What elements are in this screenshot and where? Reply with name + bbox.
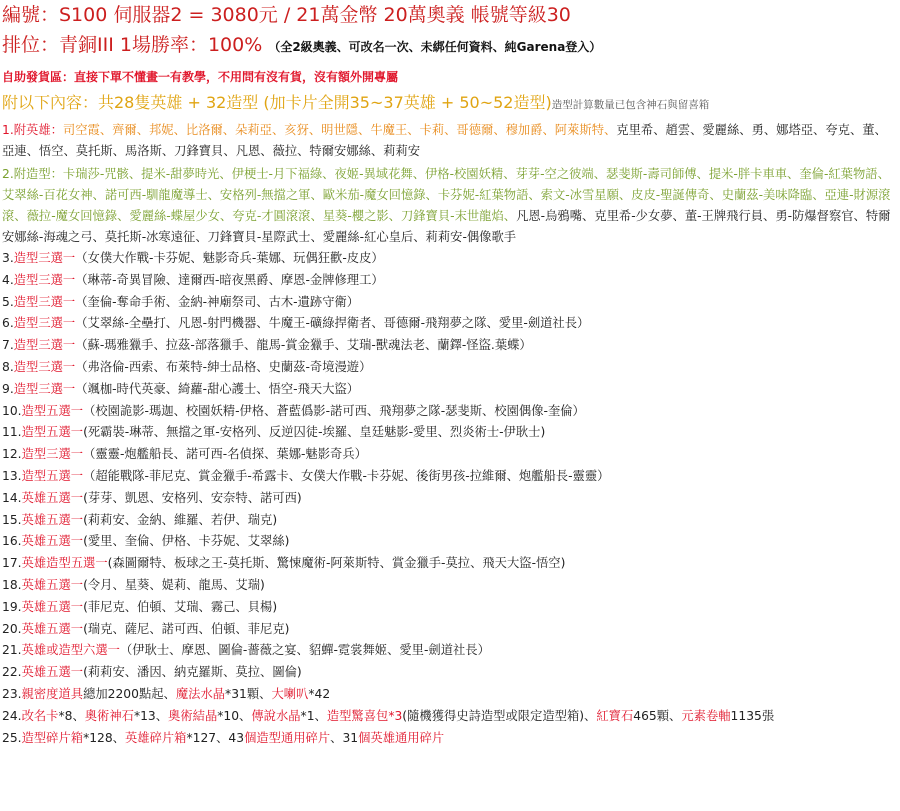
rank-text: 排位：青銅III 1場勝率：100% — [2, 34, 263, 56]
skins-list: 凡恩-烏鴉嘴、克里希-少女夢、董-王牌飛行員、勇-防爆督察官、特爾安娜絲-海魂之弓、莫托斯-冰寒遠征、刀鋒寶貝-星際武士、愛麗絲-紅心皇后、莉莉安-偶像歌手 — [2, 209, 891, 244]
item-tag: 奧術結晶 — [168, 708, 218, 723]
item-tag: 英雄五選一 — [21, 512, 84, 527]
item-text: (森圖爾特、板球之王-莫托斯、驚悚魔術-阿萊斯特、賞金獵手-莫拉、飛天大盜-悟空) — [107, 556, 566, 571]
item-tag: 造型三選一 — [13, 251, 76, 265]
item-text: (隨機獲得史詩造型或限定造型箱)、 — [402, 708, 597, 723]
item-tag: 改名卡 — [21, 708, 59, 723]
item-tag: 傳說水晶 — [251, 708, 301, 723]
item-text: *8、 — [58, 708, 85, 723]
item-number: 5. — [2, 294, 14, 309]
item-tag: 奧術神石 — [84, 708, 134, 723]
item-text: 1135張 — [730, 708, 775, 723]
item-tag: 造型驚喜包*3 — [326, 708, 403, 723]
item-text: (瑞克、薩尼、諾可西、伯頓、菲尼克) — [83, 621, 290, 636]
option-item — [2, 597, 898, 619]
item-number: 4. — [2, 272, 14, 287]
item-text: （靈靈-炮艦船長、諾可西-名偵探、葉娜-魅影奇兵） — [83, 447, 367, 462]
option-item — [2, 640, 898, 662]
item-tag: 英雄五選一 — [21, 599, 84, 614]
item-tag: 造型三選一 — [13, 272, 76, 287]
option-item — [2, 292, 898, 314]
item-number: 3. — [2, 251, 14, 265]
rank-line — [2, 30, 898, 62]
item-text: （琳蒂-奇異冒險、達爾西-暗夜黑爵、摩恩-金牌修理工） — [75, 272, 384, 287]
contents-heading — [2, 90, 898, 118]
item-number: 9. — [2, 381, 14, 396]
item-text: (令月、星葵、媞莉、龍馬、艾瑞) — [83, 577, 265, 592]
item-number: 17. — [2, 556, 22, 571]
contents-title: 附以下內容：共28隻英雄 + 32造型 (加卡片全開35~37英雄 + 50~52造型) — [2, 93, 552, 112]
item-number: 22. — [2, 665, 22, 680]
item-tag: 造型五選一 — [21, 468, 84, 483]
item-tag: 造型三選一 — [13, 294, 76, 309]
item-tag: 英雄五選一 — [21, 577, 84, 592]
heroes-highlight: 司空霞、齊爾、邦妮、比洛爾、朵莉亞、亥犽、明世隱、牛魔王、卡莉、哥德爾、穆加爵、阿萊斯特、 — [62, 123, 617, 137]
item-tag: 英雄五選一 — [21, 534, 84, 549]
item-text: *13、 — [133, 708, 169, 723]
option-item — [2, 619, 898, 641]
item-tag: 紅寶石 — [596, 708, 634, 723]
option-item — [2, 379, 898, 401]
option-item — [2, 531, 898, 553]
option-item — [2, 466, 898, 488]
options-list — [2, 248, 898, 684]
item-number: 8. — [2, 359, 14, 374]
item-tag: 造型五選一 — [21, 425, 84, 440]
option-item — [2, 444, 898, 466]
item-text: *42 — [308, 686, 331, 701]
item-text: (死霸裝-琳蒂、無擋之軍-安格列、反逆囚徒-埃羅、皇廷魅影-愛里、烈炎術士-伊耿士) — [83, 425, 546, 440]
option-item — [2, 662, 898, 684]
item-tag: 魔法水晶 — [175, 686, 226, 701]
item-text: (莉莉安、金納、維羅、若伊、瑞克) — [83, 512, 278, 527]
option-item — [2, 422, 898, 444]
item-number: 20. — [2, 621, 22, 636]
item-24 — [2, 706, 898, 728]
item-tag: 個造型通用碎片 — [244, 730, 331, 745]
item-text: (莉莉安、潘因、納克羅斯、莫拉、圖倫) — [83, 665, 302, 680]
item-number: 25. — [2, 730, 22, 745]
skins-label: 2.附造型： — [2, 167, 63, 181]
option-item — [2, 488, 898, 510]
item-text: （奎倫-奪命手術、金納-神廟祭司、古木-遺跡守衛） — [75, 294, 360, 309]
item-text: *127、43 — [186, 730, 245, 745]
self-service-notice: 自助發貨區：直接下單不懂畫一有教學，不用問有沒有貨，沒有額外開專屬 — [2, 70, 399, 84]
heroes-list: 克里希、趙雲、愛麗絲、勇、娜塔亞、夸克、董、亞連、悟空、莫托斯、馬洛斯、刀鋒寶貝、凡恩、薇拉、特爾安娜絲、莉莉安 — [2, 123, 887, 158]
skins-section — [2, 164, 898, 248]
item-tag: 英雄或造型六選一 — [21, 643, 120, 658]
item-tag: 造型碎片箱 — [21, 730, 84, 745]
item-tag: 個英雄通用碎片 — [358, 730, 445, 745]
item-text: （女僕大作戰-卡芬妮、魅影奇兵-葉娜、玩偶狂歡-皮皮） — [75, 251, 384, 265]
item-number: 16. — [2, 534, 22, 549]
item-tag: 造型五選一 — [21, 403, 84, 418]
item-text: （弗洛倫-西索、布萊特-紳士品格、史蘭茲-奇境漫遊） — [75, 359, 372, 374]
option-item — [2, 510, 898, 532]
item-number: 24. — [2, 708, 22, 723]
item-text: (菲尼克、伯頓、艾瑞、霧己、貝楊) — [83, 599, 278, 614]
account-id-line: 編號：S100 伺服器2 = 3080元 / 21萬金幣 20萬奧義 帳號等級30 — [2, 4, 571, 26]
option-item — [2, 357, 898, 379]
item-text: (愛里、奎倫、伊格、卡芬妮、艾翠絲) — [83, 534, 290, 549]
item-tag: 元素卷軸 — [681, 708, 731, 723]
item-number: 19. — [2, 599, 22, 614]
item-25 — [2, 728, 898, 750]
item-text: *1、 — [300, 708, 327, 723]
item-tag: 英雄造型五選一 — [21, 556, 108, 571]
item-text: （颯枷-時代英豪、綺蘿-甜心護士、悟空-飛天大盜） — [75, 381, 360, 396]
item-tag: 英雄五選一 — [21, 490, 84, 505]
rank-note: （全2級奧義、可改名一次、未綁任何資料、純Garena登入） — [268, 40, 602, 54]
item-number: 13. — [2, 468, 22, 483]
item-tag: 造型三選一 — [13, 316, 76, 331]
item-text: *31顆、 — [225, 686, 272, 701]
option-item — [2, 575, 898, 597]
item-tag: 造型三選一 — [13, 359, 76, 374]
item-number: 6. — [2, 316, 14, 331]
item-text: (芽芽、凱恩、安格列、安奈特、諾可西) — [83, 490, 302, 505]
item-tag: 造型三選一 — [21, 447, 84, 462]
contents-note: 造型計算數量已包含神石與留喜箱 — [551, 99, 710, 111]
item-tag: 親密度道具 — [21, 686, 84, 701]
item-text: （艾翠絲-全壘打、凡恩-射門機器、牛魔王-礦綠捍衛者、哥德爾-飛翔夢之隊、愛里-劍道社長） — [75, 316, 590, 331]
item-number: 15. — [2, 512, 22, 527]
item-text: 總加2200點起、 — [83, 686, 176, 701]
item-text: （蘇-瑪雅獵手、拉茲-部落獵手、龍馬-賞金獵手、艾瑞-獸魂法老、蘭鐸-怪盜.葉蝶） — [75, 338, 532, 353]
item-number: 11. — [2, 425, 22, 440]
item-text: （伊耿士、摩恩、圖倫-薔薇之宴、貂蟬-霓裳舞姬、愛里-劍道社長） — [119, 643, 490, 658]
skins-highlight: 卡瑞莎-咒骸、提米-甜夢時光、伊梗士-月下福綠、夜姬-異域花舞、伊格-校園妖精、芽芽-空之彼端、瑟斐斯-壽司師傅、提米-胖卡車車、奎倫-紅葉物語、艾翠絲-百花女神、諾可西-馴龍魔導士、安格列-無擋之軍、歐米茄-魔女回憶錄、卡芬妮-紅葉物語、索文-冰雪星願、皮皮-聖誕傳奇、史蘭茲-美味降臨、亞連-財源滾滾、薇拉-魔女回憶錄、愛麗絲-蝶屋少女、夸克-才圓滾滾、星葵-櫻之影、刀鋒寶貝-末世龍焰、 — [2, 167, 891, 223]
option-item — [2, 335, 898, 357]
option-item — [2, 553, 898, 575]
item-text: 、31 — [330, 730, 359, 745]
heroes-label: 1.附英雄： — [2, 123, 63, 137]
item-number: 10. — [2, 403, 22, 418]
item-text: *10、 — [217, 708, 252, 723]
item-number: 18. — [2, 577, 22, 592]
item-text: （超能戰隊-菲尼克、賞金獵手-希露卡、女僕大作戰-卡芬妮、後街男孩-拉維爾、炮艦船長-靈靈） — [83, 468, 610, 483]
item-tag: 大喇叭 — [271, 686, 309, 701]
option-item — [2, 401, 898, 423]
item-number: 21. — [2, 643, 22, 658]
item-text: （校園詭影-瑪迦、校園妖精-伊格、蒼藍僞影-諾可西、飛翔夢之隊-瑟斐斯、校園偶像-奎倫） — [83, 403, 585, 418]
item-tag: 造型三選一 — [13, 338, 76, 353]
option-item — [2, 248, 898, 270]
item-tag: 英雄五選一 — [21, 665, 84, 680]
item-tag: 英雄碎片箱 — [124, 730, 187, 745]
item-23 — [2, 684, 898, 706]
item-text: 465顆、 — [633, 708, 682, 723]
item-number: 12. — [2, 447, 22, 462]
item-number: 14. — [2, 490, 22, 505]
item-text: *128、 — [83, 730, 125, 745]
heroes-section — [2, 120, 898, 162]
item-number: 23. — [2, 686, 22, 701]
item-tag: 英雄五選一 — [21, 621, 84, 636]
item-tag: 造型三選一 — [13, 381, 76, 396]
option-item — [2, 270, 898, 292]
option-item — [2, 313, 898, 335]
item-number: 7. — [2, 338, 14, 353]
